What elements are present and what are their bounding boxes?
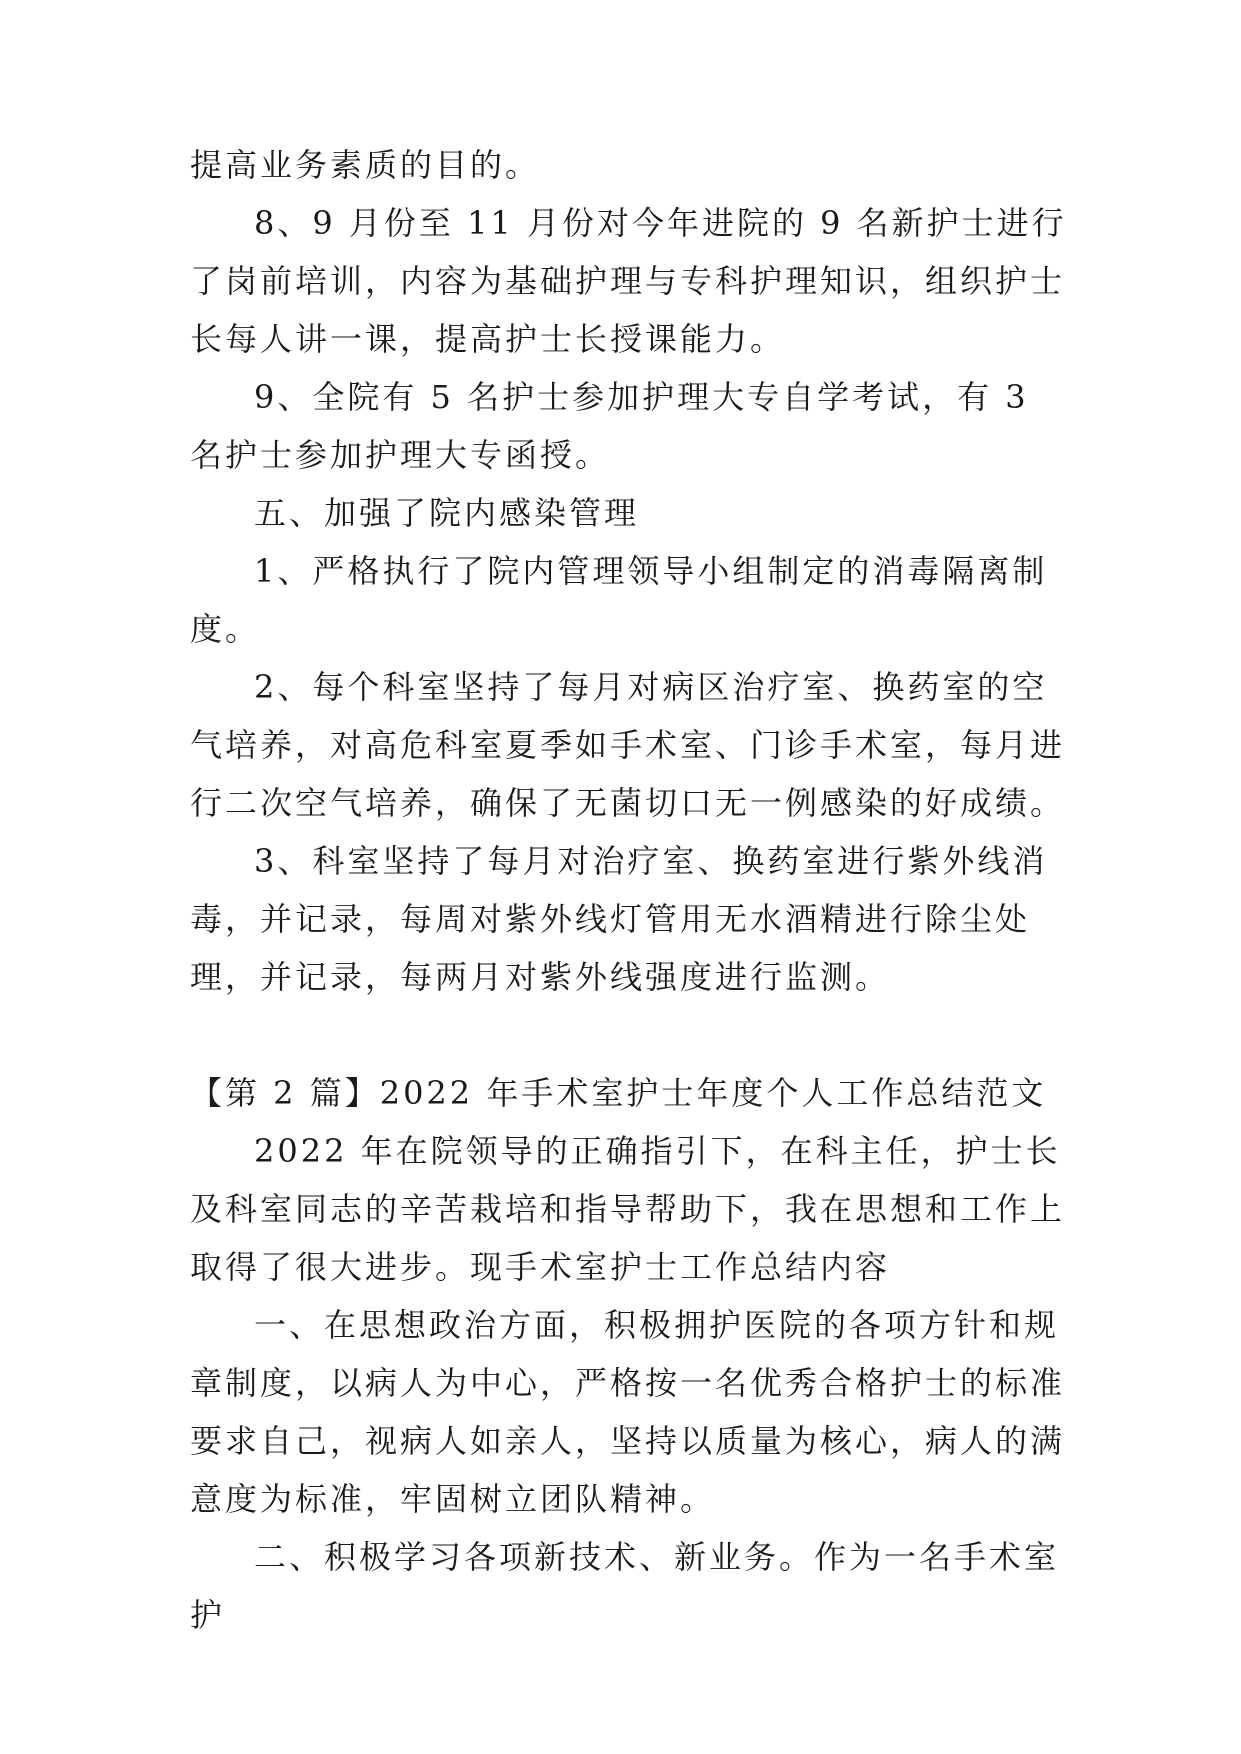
section-heading-five: 五、加强了院内感染管理 bbox=[254, 494, 640, 532]
paragraph-item-1: 1、严格执行了院内管理领导小组制定的消毒隔离制度。 bbox=[190, 552, 1048, 648]
paragraph-item-8: 8、9 月份至 11 月份对今年进院的 9 名新护士进行了岗前培训，内容为基础护理与专科护理知识，组织护士长每人讲一课，提高护士长授课能力。 bbox=[190, 204, 1067, 358]
paragraph-intro: 2022 年在院领导的正确指引下，在科主任，护士长及科室同志的辛苦栽培和指导帮助下，我在思想和工作上取得了很大进步。现手术室护士工作总结内容 bbox=[190, 1132, 1066, 1286]
paragraph-item-9: 9、全院有 5 名护士参加护理大专自学考试，有 3 名护士参加护理大专函授。 bbox=[190, 378, 1029, 474]
article-title: 【第 2 篇】2022 年手术室护士年度个人工作总结范文 bbox=[190, 1074, 1047, 1112]
document-body bbox=[190, 136, 1070, 1644]
paragraph-section-one: 一、在思想政治方面，积极拥护医院的各项方针和规章制度，以病人为中心，严格按一名优秀合格护士的标准要求自己，视病人如亲人，坚持以质量为核心，病人的满意度为标准，牢固树立团队精神。 bbox=[190, 1306, 1066, 1518]
paragraph-item-2: 2、每个科室坚持了每月对病区治疗室、换药室的空气培养，对高危科室夏季如手术室、门诊手术室，每月进行二次空气培养，确保了无菌切口无一例感染的好成绩。 bbox=[190, 668, 1066, 822]
paragraph-section-two: 二、积极学习各项新技术、新业务。作为一名手术室护 bbox=[190, 1538, 1060, 1634]
paragraph-item-3: 3、科室坚持了每月对治疗室、换药室进行紫外线消毒，并记录，每周对紫外线灯管用无水酒精进行除尘处理，并记录，每两月对紫外线强度进行监测。 bbox=[190, 842, 1048, 996]
paragraph-continuation: 提高业务素质的目的。 bbox=[190, 146, 541, 184]
